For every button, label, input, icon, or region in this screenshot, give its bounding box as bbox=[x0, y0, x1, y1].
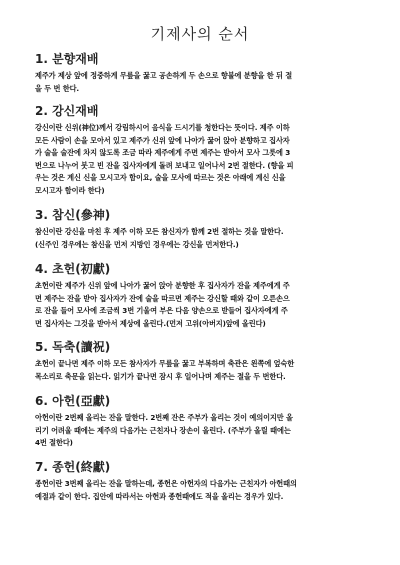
body-line: 로 잔을 들어 모사에 조금씩 3번 기울여 부은 다음 양손으로 받들어 집사자에게 주 bbox=[35, 306, 288, 316]
body-line: 모시고자 함이라 한다) bbox=[35, 185, 105, 195]
section-descent-bow bbox=[35, 104, 370, 198]
body-line: 강신이란 신위(神位)께서 강림하시어 음식을 드시기를 청한다는 뜻이다. 제주 이하 bbox=[35, 123, 290, 132]
body-line: 면 집사자는 그것을 받아서 제상에 올린다.(먼저 고위(아버지)앞에 올린다) bbox=[35, 318, 266, 328]
body-line: 목소리로 축문을 읽는다. 읽기가 끝나면 잠시 후 일어나며 제주는 절을 두 번한다. bbox=[35, 371, 286, 381]
document-title: 기제사의 순서 bbox=[150, 25, 250, 43]
section-body bbox=[35, 478, 370, 503]
body-line: 초헌이 끝나면 제주 이하 모든 참사자가 무릎을 꿇고 부복하며 축관은 왼쪽에 엎숙한 bbox=[35, 359, 295, 368]
section-heading: 4. 초헌(初獻) bbox=[35, 262, 111, 276]
section-heading: 2. 강신재배 bbox=[35, 104, 99, 118]
body-line: 참신이란 강신을 마친 후 제주 이하 모든 참신자가 함께 2번 절하는 것을 말한다. bbox=[35, 227, 284, 236]
body-line: 아헌이란 2번째 올리는 잔을 말한다. 2번째 잔은 주부가 올리는 것이 예의이지만 올 bbox=[35, 413, 293, 422]
section-heading: 5. 독축(讀祝) bbox=[35, 340, 111, 354]
section-final-offering bbox=[35, 460, 370, 503]
body-line: 종헌이란 3번째 올리는 잔을 말하는데, 종헌은 아헌자의 다음가는 근친자가 아헌때의 bbox=[35, 479, 297, 488]
section-second-offering bbox=[35, 394, 370, 450]
body-line: 우는 것은 계신 신을 모시고자 함이요, 술을 모사에 따르는 것은 아래에 계신 신을 bbox=[35, 173, 286, 183]
body-line: 가 술을 술잔에 차지 않도록 조금 따라 제주에게 주면 제주는 받아서 모사 그릇에 3 bbox=[35, 148, 291, 158]
body-line: 초헌이란 제주가 신위 앞에 나아가 꿇어 앉아 분향한 후 집사자가 잔을 제주에게 주 bbox=[35, 281, 290, 290]
section-first-offering bbox=[35, 262, 370, 330]
body-line: 을 두 번 한다. bbox=[35, 83, 80, 93]
body-line: 제주가 제상 앞에 정중하게 무릎을 꿇고 공손하게 두 손으로 향불에 분향을 한 뒤 절 bbox=[35, 71, 293, 80]
body-line: 리기 어려울 때에는 제주의 다음가는 근친자나 장손이 올린다. (주부가 올릴 때에는 bbox=[35, 425, 291, 435]
section-body bbox=[35, 122, 370, 198]
body-line: 모든 사람이 손을 모아서 있고 제주가 신위 앞에 나아가 꿇어 앉아 분향하고 집사자 bbox=[35, 135, 290, 145]
section-body bbox=[35, 412, 370, 450]
section-body bbox=[35, 358, 370, 383]
body-line: 면 제주는 잔을 받아 집사자가 잔에 술을 따르면 제주는 강신할 때와 같이 오른손으 bbox=[35, 293, 290, 303]
section-incense-bow bbox=[35, 52, 370, 95]
body-line: 예절과 같이 한다. 집안에 따라서는 아헌과 종헌때에도 적을 올리는 경우가 있다. bbox=[35, 491, 284, 501]
section-heading: 3. 참신(參神) bbox=[35, 208, 111, 222]
section-heading: 1. 분향재배 bbox=[35, 52, 99, 66]
section-greeting bbox=[35, 208, 370, 251]
section-body bbox=[35, 70, 370, 95]
section-body bbox=[35, 280, 370, 330]
section-heading: 6. 아헌(亞獻) bbox=[35, 394, 111, 408]
body-line: 번으로 나누어 붓고 빈 잔을 집사자에게 돌려 보내고 일어나서 2번 절한다. (향을 피 bbox=[35, 160, 294, 170]
body-line: 4번 절한다) bbox=[35, 438, 73, 448]
section-heading: 7. 종헌(終獻) bbox=[35, 460, 111, 474]
section-prayer-reading bbox=[35, 340, 370, 383]
body-line: (신주인 경우에는 참신을 먼저 지방인 경우에는 강신을 먼저한다.) bbox=[35, 239, 239, 249]
section-body bbox=[35, 226, 370, 251]
